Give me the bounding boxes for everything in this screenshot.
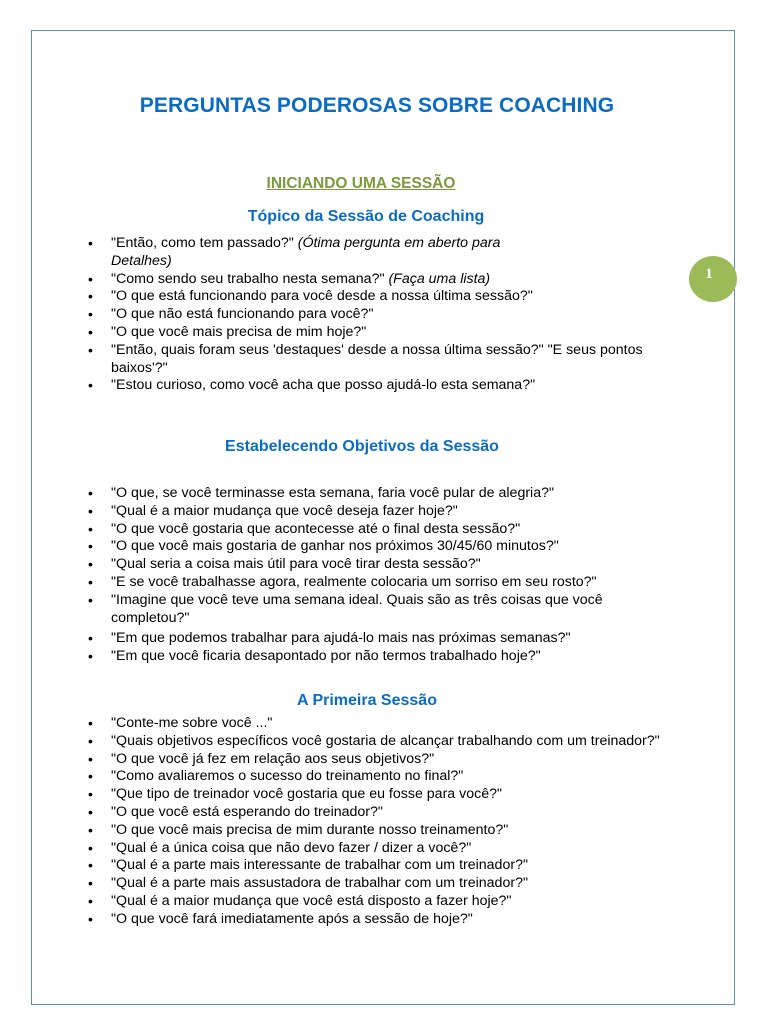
- list-item: • "Em que podemos trabalhar para ajudá-lo mais nas próximas semanas?": [86, 630, 661, 648]
- list-item: • "Em que você ficaria desapontado por não termos trabalhado hoje?": [86, 648, 661, 666]
- list-item: • "Qual é a única coisa que não devo fazer / dizer a você?": [86, 840, 661, 858]
- list-item: • "Como sendo seu trabalho nesta semana?" (Faça uma lista): [86, 271, 536, 289]
- list-item: • "Qual seria a coisa mais útil para você tirar desta sessão?": [86, 556, 661, 574]
- list-primeira-sessao: [86, 715, 661, 929]
- list-item: • "Qual é a maior mudança que você está disposto a fazer hoje?": [86, 893, 661, 911]
- list-item: • "Então, quais foram seus 'destaques' desde a nossa última sessão?" "E seus pontos baixos'?": [86, 342, 671, 378]
- section-heading-objetivos: Estabelecendo Objetivos da Sessão: [225, 438, 499, 455]
- list-item: • "O que você mais precisa de mim hoje?": [86, 324, 536, 342]
- list-item: • "E se você trabalhasse agora, realmente colocaria um sorriso em seu rosto?": [86, 574, 661, 592]
- list-item: • "Como avaliaremos o sucesso do treinamento no final?": [86, 768, 661, 786]
- list-topico: [86, 235, 643, 395]
- list-item: • "O que você gostaria que acontecesse até o final desta sessão?": [86, 521, 661, 539]
- list-item: • "Qual é a maior mudança que você deseja fazer hoje?": [86, 503, 661, 521]
- list-objetivos: [86, 485, 661, 666]
- document-subtitle: INICIANDO UMA SESSÃO: [266, 175, 456, 192]
- list-item: • "O que você mais gostaria de ganhar nos próximos 30/45/60 minutos?": [86, 538, 661, 556]
- section-heading-topico: Tópico da Sessão de Coaching: [247, 208, 485, 225]
- list-item: • "Que tipo de treinador você gostaria que eu fosse para você?": [86, 786, 661, 804]
- list-item: • "O que você está esperando do treinador?": [86, 804, 661, 822]
- list-item: • "O que você já fez em relação aos seus objetivos?": [86, 751, 661, 769]
- list-item: • "O que está funcionando para você desde a nossa última sessão?": [86, 288, 536, 306]
- list-item: • "Estou curioso, como você acha que posso ajudá-lo esta semana?": [86, 377, 536, 395]
- list-item: • "O que você mais precisa de mim durante nosso treinamento?": [86, 822, 661, 840]
- list-item: • "Imagine que você teve uma semana ideal. Quais são as três coisas que você completou?": [86, 592, 661, 628]
- list-item: • "Quais objetivos específicos você gostaria de alcançar trabalhando com um treinador?": [86, 733, 661, 751]
- list-item: • "Conte-me sobre você ...": [86, 715, 661, 733]
- page-number-badge: 1: [689, 256, 737, 302]
- document-title: PERGUNTAS PODEROSAS SOBRE COACHING: [139, 94, 615, 117]
- list-item: • "O que, se você terminasse esta semana, faria você pular de alegria?": [86, 485, 661, 503]
- list-item: • "Qual é a parte mais assustadora de trabalhar com um treinador?": [86, 875, 661, 893]
- section-heading-primeira-sessao: A Primeira Sessão: [297, 692, 437, 709]
- list-item: • "Então, como tem passado?" (Ótima pergunta em aberto para Detalhes): [86, 235, 536, 271]
- list-item: • "Qual é a parte mais interessante de trabalhar com um treinador?": [86, 857, 661, 875]
- list-item: • "O que você fará imediatamente após a sessão de hoje?": [86, 911, 661, 929]
- list-item: • "O que não está funcionando para você?": [86, 306, 536, 324]
